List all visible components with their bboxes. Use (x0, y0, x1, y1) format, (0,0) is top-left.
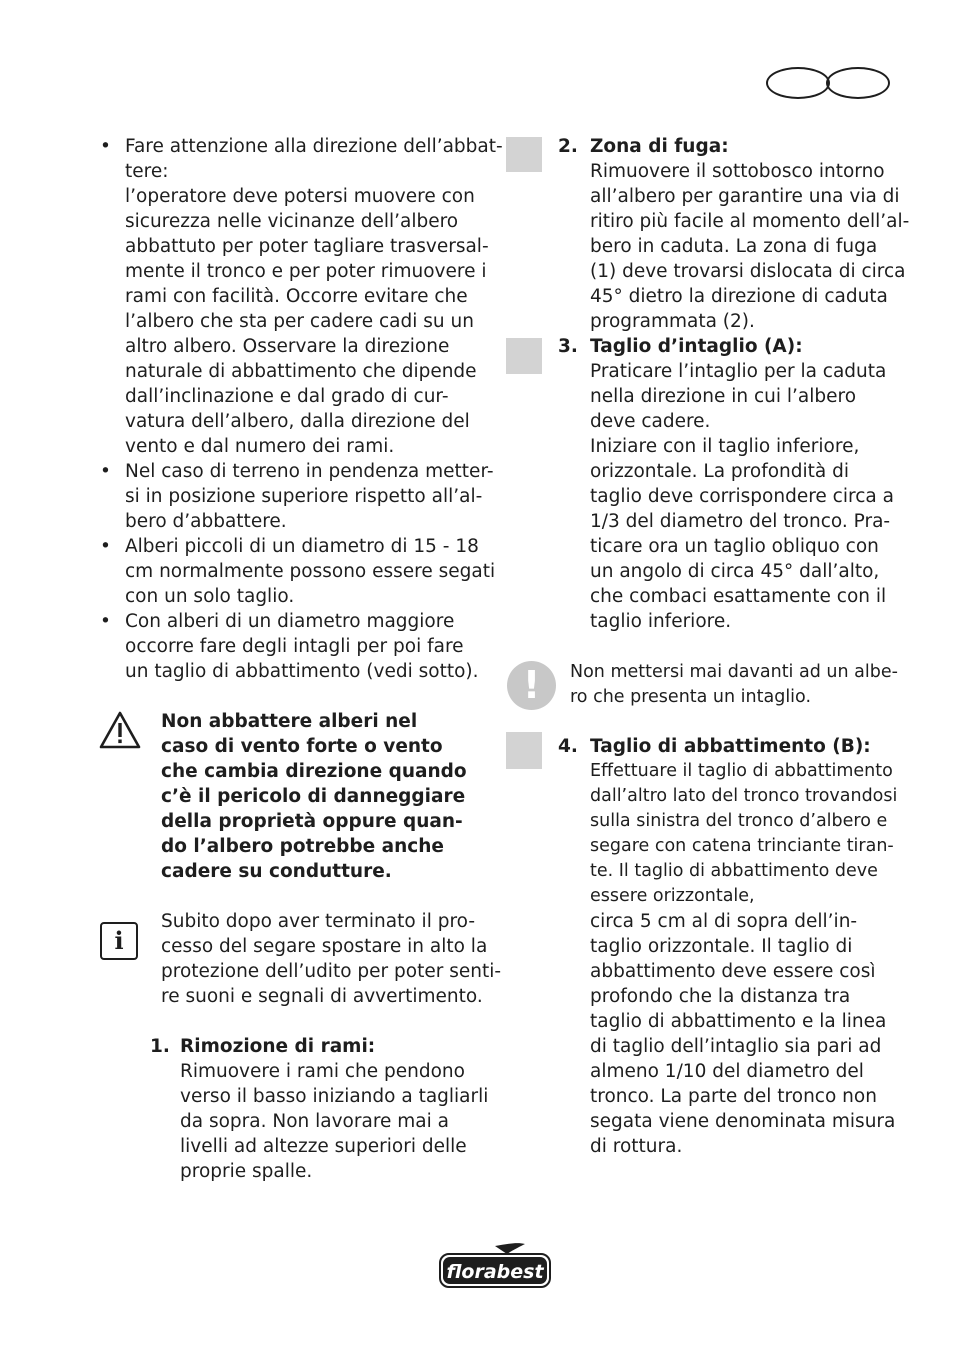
text-line: rami con facilità. Occorre evitare che (125, 286, 468, 307)
text-line: si in posizione superiore rispetto all’al- (125, 486, 483, 507)
step-number: 2. (558, 136, 578, 157)
bullet-dot: • (100, 136, 111, 157)
text-line: un angolo di circa 45° dall’alto, (590, 561, 880, 582)
text-line: ticare ora un taglio obliquo con (590, 536, 879, 557)
text-line: un taglio di abbattimento (vedi sotto). (125, 661, 479, 682)
text-line: taglio inferiore. (590, 611, 732, 632)
text-line: protezione dell’udito per poter senti- (161, 961, 502, 982)
text-line: dall’altro lato del tronco trovandosi (590, 786, 898, 806)
text-line: almeno 1/10 del diametro del (590, 1061, 864, 1082)
figure-marker-box (506, 338, 542, 374)
language-oval-left (766, 67, 830, 99)
text-line: te. Il taglio di abbattimento deve (590, 861, 878, 881)
list-item (125, 134, 503, 459)
step-4 (590, 734, 897, 1159)
text-line: vento e dal numero dei rami. (125, 436, 395, 457)
step-title: Rimozione di rami: (180, 1036, 376, 1057)
text-line: Effettuare il taglio di abbattimento (590, 761, 893, 781)
step-title: Taglio d’intaglio (A): (590, 336, 803, 357)
caution-text (570, 660, 898, 710)
text-line: taglio deve corrispondere circa a (590, 486, 894, 507)
text-line: orizzontale. La profondità di (590, 461, 849, 482)
text-line: l’operatore deve potersi muovere con (125, 186, 475, 207)
step-title: Zona di fuga: (590, 136, 729, 157)
text-line: programmata (2). (590, 311, 755, 332)
text-line: Iniziare con il taglio inferiore, (590, 436, 860, 457)
text-line: Rimuovere i rami che pendono (180, 1061, 465, 1082)
text-line: altro albero. Osservare la direzione (125, 336, 450, 357)
text-line: caso di vento forte o vento (161, 736, 443, 757)
warning-triangle-icon (98, 710, 142, 750)
text-line: Praticare l’intaglio per la caduta (590, 361, 887, 382)
text-line: circa 5 cm al di sopra dell’in- (590, 911, 858, 932)
info-icon: i (100, 922, 138, 960)
step-2 (590, 134, 909, 334)
step-number: 1. (150, 1036, 170, 1057)
text-line: livelli ad altezze superiori delle (180, 1136, 467, 1157)
text-line: Con alberi di un diametro maggiore (125, 611, 455, 632)
text-line: segata viene denominata misura (590, 1111, 896, 1132)
text-line: Fare attenzione alla direzione dell’abbat- (125, 136, 503, 157)
text-line: deve cadere. (590, 411, 711, 432)
text-line: dall’inclinazione e dal grado di cur- (125, 386, 449, 407)
text-line: Non abbattere alberi nel (161, 711, 418, 732)
language-indicator (766, 67, 890, 100)
step-number: 4. (558, 736, 578, 757)
text-line: 1/3 del diametro del tronco. Pra- (590, 511, 891, 532)
text-line: nella direzione in cui l’albero (590, 386, 857, 407)
text-line: cadere su condutture. (161, 861, 392, 882)
text-line: bero d’abbattere. (125, 511, 287, 532)
text-line: Nel caso di terreno in pendenza metter- (125, 461, 494, 482)
text-line: di taglio dell’intaglio sia pari ad (590, 1036, 882, 1057)
text-line: Non mettersi mai davanti ad un albe- (570, 662, 898, 682)
step-1 (180, 1034, 488, 1184)
text-line: abbattimento deve essere così (590, 961, 876, 982)
text-line: di rottura. (590, 1136, 683, 1157)
bullet-dot: • (100, 461, 111, 482)
figure-marker-box (506, 137, 542, 172)
bullet-dot: • (100, 611, 111, 632)
text-line: l’albero che sta per cadere cadi su un (125, 311, 474, 332)
exclamation-icon (507, 661, 556, 710)
text-line: Rimuovere il sottobosco intorno (590, 161, 885, 182)
list-item (125, 459, 494, 534)
info-text (161, 909, 501, 1009)
text-line: c’è il pericolo di danneggiare (161, 786, 466, 807)
step-number: 3. (558, 336, 578, 357)
text-line: sulla sinistra del tronco d’albero e (590, 811, 888, 831)
text-line: abbattuto per poter tagliare trasversal- (125, 236, 489, 257)
text-line: mente il tronco e per poter rimuovere i (125, 261, 487, 282)
text-line: Alberi piccoli di un diametro di 15 - 18 (125, 536, 479, 557)
text-line: (1) deve trovarsi dislocata di circa (590, 261, 906, 282)
text-line: cm normalmente possono essere segati (125, 561, 496, 582)
text-line: taglio orizzontale. Il taglio di (590, 936, 853, 957)
florabest-logo (437, 1242, 553, 1290)
text-line: bero in caduta. La zona di fuga (590, 236, 878, 257)
text-line: sicurezza nelle vicinanze dell’albero (125, 211, 459, 232)
text-line: ro che presenta un intaglio. (570, 687, 812, 707)
text-line: cesso del segare spostare in alto la (161, 936, 488, 957)
step-title: Taglio di abbattimento (B): (590, 736, 871, 757)
text-line: re suoni e segnali di avvertimento. (161, 986, 483, 1007)
text-line: con un solo taglio. (125, 586, 295, 607)
text-line: che cambia direzione quando (161, 761, 467, 782)
text-line: essere orizzontale, (590, 886, 755, 906)
text-line: Subito dopo aver terminato il pro- (161, 911, 475, 932)
figure-marker-box (506, 732, 542, 769)
text-line: tronco. La parte del tronco non (590, 1086, 877, 1107)
warning-text (161, 709, 467, 884)
exclamation-mark: ! (522, 663, 541, 707)
list-item (125, 609, 479, 684)
text-line: profondo che la distanza tra (590, 986, 851, 1007)
text-line: segare con catena trinciante tiran- (590, 836, 894, 856)
text-line: proprie spalle. (180, 1161, 313, 1182)
list-item (125, 534, 495, 609)
text-line: taglio di abbattimento e la linea (590, 1011, 887, 1032)
text-line: occorre fare degli intagli per poi fare (125, 636, 464, 657)
text-line: do l’albero potrebbe anche (161, 836, 444, 857)
text-line: che combaci esattamente con il (590, 586, 887, 607)
language-oval-right (826, 67, 890, 99)
bullet-dot: • (100, 536, 111, 557)
text-line: 45° dietro la direzione di caduta (590, 286, 888, 307)
text-line: verso il basso iniziando a tagliarli (180, 1086, 489, 1107)
text-line: della proprietà oppure quan- (161, 811, 463, 832)
text-line: tere: (125, 161, 169, 182)
step-3 (590, 334, 894, 634)
text-line: naturale di abbattimento che dipende (125, 361, 477, 382)
text-line: ritiro più facile al momento dell’al- (590, 211, 910, 232)
logo-text: florabest (446, 1261, 544, 1283)
text-line: vatura dell’albero, dalla direzione del (125, 411, 470, 432)
text-line: all’albero per garantire una via di (590, 186, 900, 207)
text-line: da sopra. Non lavorare mai a (180, 1111, 449, 1132)
